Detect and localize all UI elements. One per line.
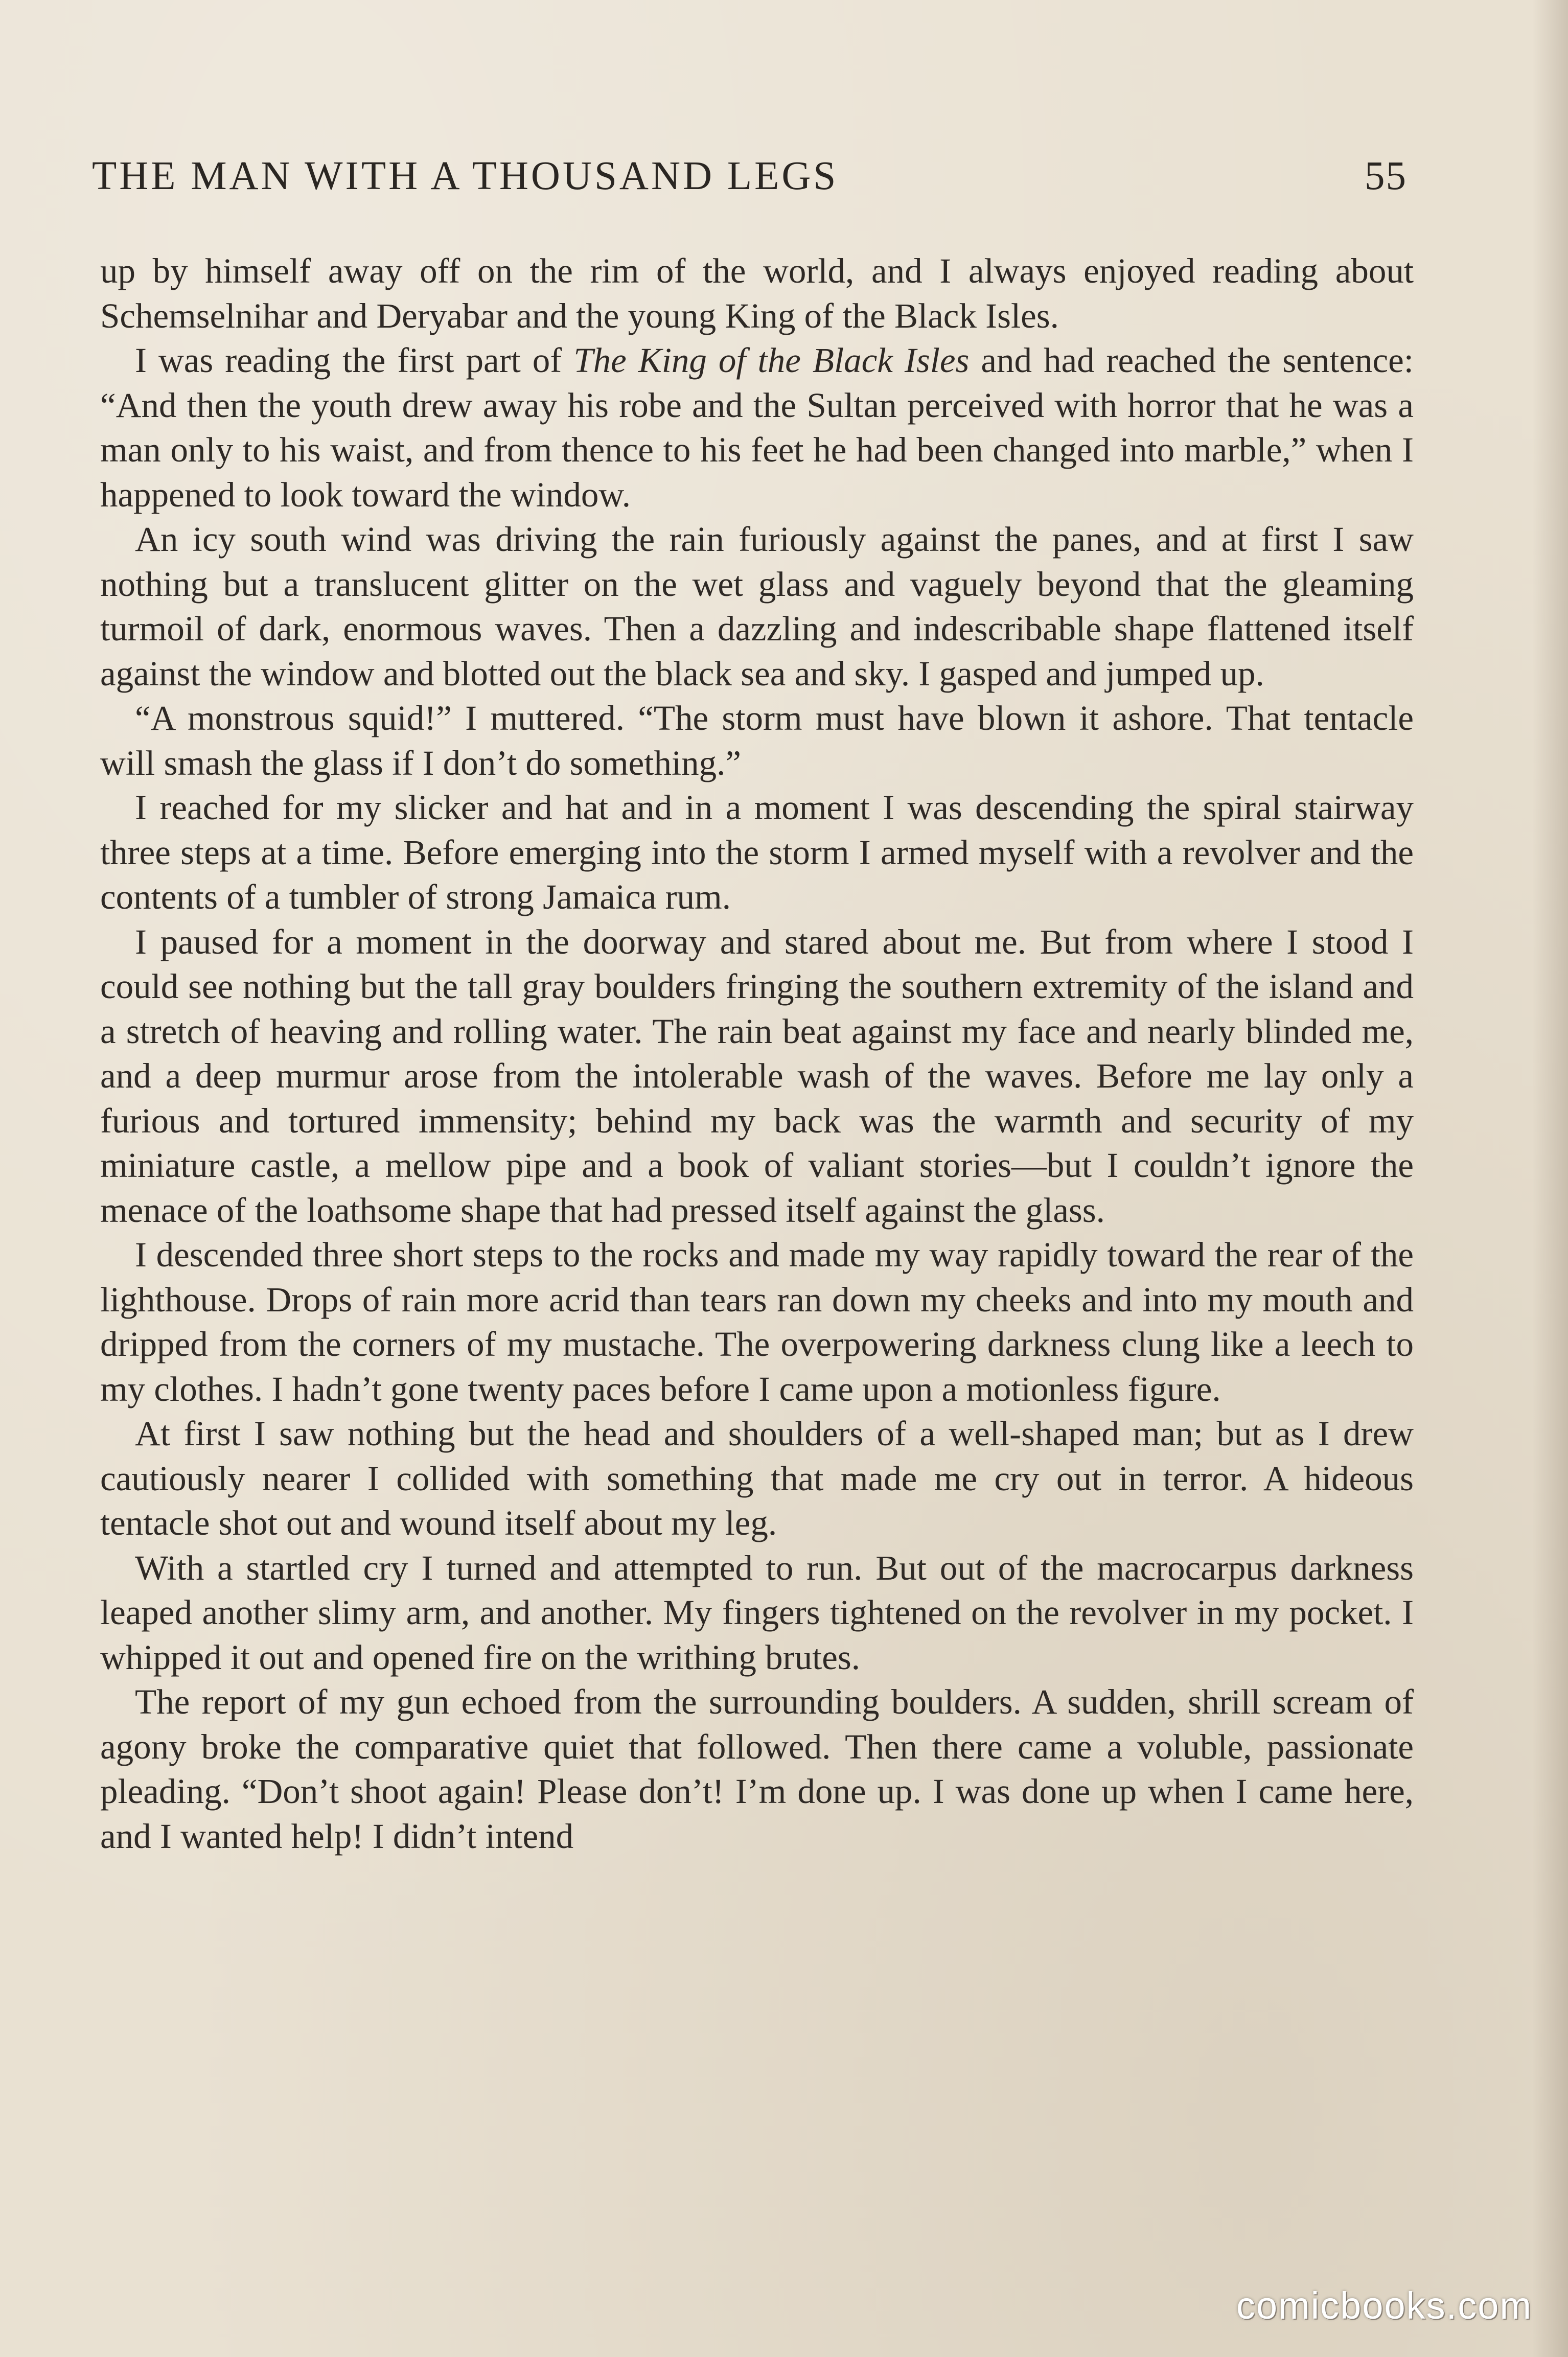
page-edge-shadow	[1532, 0, 1568, 2357]
running-title: THE MAN WITH A THOUSAND LEGS	[92, 154, 839, 198]
paragraph-3: An icy south wind was driving the rain furiously against the panes, and at first I saw nothing but a translucent glitter on the wet glass and vaguely beyond that the gleaming turmoil of dark, enormous waves. Then a dazzling and indescribable shape flattened itself against the window and blotted out the black sea and sky. I gasped and jumped up.	[100, 520, 1414, 693]
running-head	[92, 153, 1407, 210]
paragraph-9: With a startled cry I turned and attempted to run. But out of the macrocarpus darkness leaped another slimy arm, and another. My fingers tightened on the revolver in my pocket. I whipped it out and opened fire on the writhing brutes.	[100, 1548, 1414, 1677]
paragraph-2-text-before: I was reading the first part of	[135, 341, 574, 380]
paragraph-1: up by himself away off on the rim of the world, and I always enjoyed reading about Schemselnihar and Deryabar and the young King of the Black Isles.	[100, 251, 1414, 335]
paragraph-5: I reached for my slicker and hat and in a moment I was descending the spiral stairway three steps at a time. Before emerging into the storm I armed myself with a revolver and the contents of a tumbler of strong Jamaica rum.	[100, 788, 1414, 916]
paragraph-7: I descended three short steps to the rocks and made my way rapidly toward the rear of the lighthouse. Drops of rain more acrid than tears ran down my cheeks and into my mouth and dripped from the corners of my mustache. The overpowering darkness clung like a leech to my clothes. I hadn’t gone twenty paces before I came upon a motionless figure.	[100, 1235, 1414, 1408]
paragraph-2-text-after: and had reached the sentence: “And then the youth drew away his robe and the Sultan perceived with horror that he was a man only to his waist, and from thence to his feet he had been changed into marble,” when I happened to look toward the window.	[100, 341, 1414, 514]
paragraph-2	[100, 338, 1414, 517]
body-text	[100, 249, 1414, 1859]
paragraph-8: At first I saw nothing but the head and shoulders of a well-shaped man; but as I drew cautiously nearer I collided with something that made me cry out in terror. A hideous tentacle shot out and wound itself about my leg.	[100, 1414, 1414, 1542]
book-title-italic: The King of the Black Isles	[573, 341, 970, 380]
paragraph-10: The report of my gun echoed from the surrounding boulders. A sudden, shrill scream of agony broke the comparative quiet that followed. Then there came a voluble, passionate pleading. “Don’t shoot again! Please don’t! I’m done up. I was done up when I came here, and I wanted help! I didn’t intend	[100, 1682, 1414, 1856]
paragraph-6: I paused for a moment in the doorway and stared about me. But from where I stood I could see nothing but the tall gray boulders fringing the southern extremity of the island and a stretch of heaving and rolling water. The rain beat against my face and nearly blinded me, and a deep murmur arose from the intolerable wash of the waves. Before me lay only a furious and tortured immensity; behind my back was the warmth and security of my miniature castle, a mellow pipe and a book of valiant stories—but I couldn’t ignore the menace of the loathsome shape that had pressed itself against the glass.	[100, 922, 1414, 1230]
watermark: comicbooks.com	[1236, 2284, 1532, 2327]
page-number: 55	[1365, 154, 1407, 198]
paragraph-4: “A monstrous squid!” I muttered. “The storm must have blown it ashore. That tentacle will smash the glass if I don’t do something.”	[100, 699, 1414, 782]
